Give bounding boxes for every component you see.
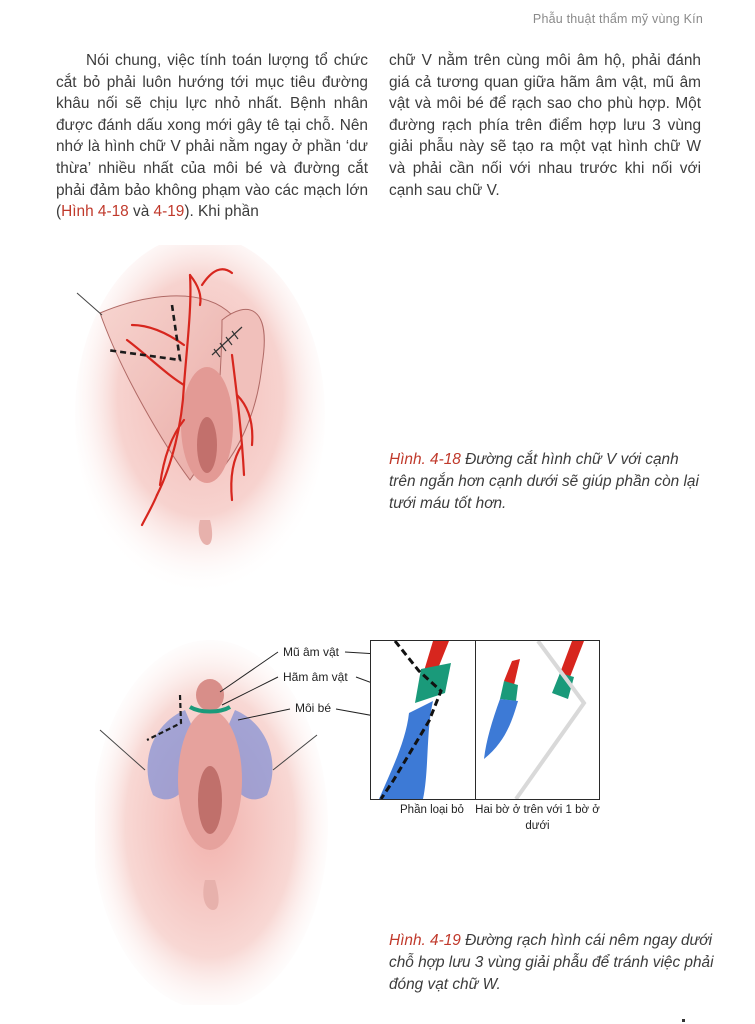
upper-flap-red — [504, 659, 520, 685]
clitoral-hood — [196, 679, 224, 711]
upper-flap-green — [500, 681, 518, 701]
figure-4-19-caption-text: Đường rạch hình cái nêm ngay dưới chỗ hợp lưu 3 vùng giải phẫu để tránh việc phải đóng vạt chữ W. — [389, 932, 714, 993]
body-text-left-end: ). Khi phần — [184, 203, 259, 221]
layer-hood-red — [560, 641, 584, 677]
annotation-clitoral-hood: Mũ âm vật — [283, 645, 340, 659]
figure-4-18-label: Hình. 4-18 — [389, 451, 461, 468]
body-text-left: Nói chung, việc tính toán lượng tổ chức cắt bỏ phải luôn hướng tới mục tiêu đường khâu nối sẽ chịu lực nhỏ nhất. Bệnh nhân được đánh dấu xong mới gây tê tại chỗ. Nên nhớ là hình chữ V phải nằm ngay ở phần ‘dư thừa’ nhiều nhất của môi bé và đường cắt phải đảm bảo không phạm vào các mạch lớn ( — [56, 52, 368, 221]
figure-4-18-caption-text: Đường cắt hình chữ V với cạnh trên ngắn hơn cạnh dưới sẽ giúp phần còn lại tưới máu tốt hơn. — [389, 451, 699, 512]
upper-flap-blue — [484, 699, 518, 759]
layer-labia-blue — [379, 701, 433, 799]
panel-label-excision: Phần loại bỏ — [400, 804, 464, 816]
page-mark — [682, 1019, 685, 1022]
introitus — [198, 766, 222, 834]
traction-suture-left — [77, 293, 102, 315]
figure-ref-4-19[interactable]: 4-19 — [153, 203, 185, 221]
body-text-right-column: chữ V nằm trên cùng môi âm hộ, phải đánh giá cả tương quan giữa hãm âm vật, mũ âm vật và môi bé để rạch sao cho phù hợp. Một đường rạch phía trên điểm hợp lưu 3 vùng giải phẫu này sẽ tạo ra một vạt hình chữ W và phải cần nối với nhau trước khi nối với cạnh sau chữ V. — [389, 52, 701, 199]
figure-ref-4-18[interactable]: Hình 4-18 — [61, 203, 129, 221]
annotation-labia-minora: Môi bé — [295, 701, 332, 715]
body-text-left-column — [56, 50, 368, 223]
figure-4-18-illustration — [72, 245, 334, 600]
body-text-connector: và — [128, 203, 154, 221]
running-head: Phẫu thuật thẩm mỹ vùng Kín — [532, 12, 703, 26]
annotation-frenulum: Hãm âm vật — [283, 670, 348, 684]
introitus — [197, 417, 217, 473]
figure-4-19-label: Hình. 4-19 — [389, 932, 461, 949]
schematic-panel-closure — [475, 640, 600, 800]
panel-label-closure: Hai bờ ở trên với 1 bờ ở dưới — [475, 804, 600, 832]
figure-4-19-caption — [389, 930, 714, 996]
figure-4-18-caption — [389, 449, 709, 515]
